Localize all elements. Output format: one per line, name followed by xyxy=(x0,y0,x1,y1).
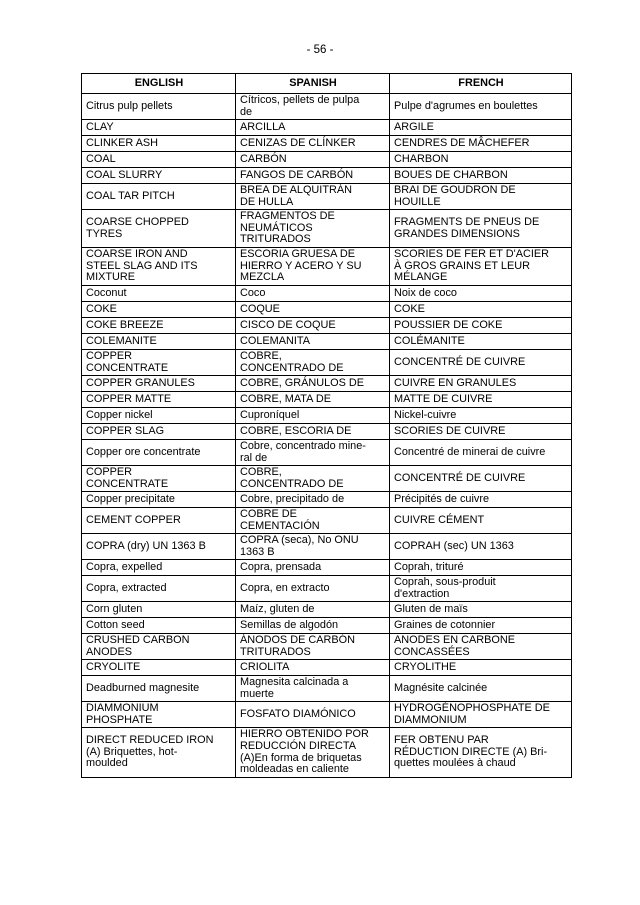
cell-spanish: COBRE, GRÁNULOS DE xyxy=(236,376,390,392)
table-row xyxy=(82,120,572,136)
cell-spanish: COBRE, MATA DE xyxy=(236,392,390,408)
cell-english: COPPER CONCENTRATE xyxy=(82,466,236,492)
cell-french: COLÉMANITE xyxy=(390,334,572,350)
cell-french: Concentré de minerai de cuivre xyxy=(390,440,572,466)
cell-spanish: ÁNODOS DE CARBÓN TRITURADOS xyxy=(236,634,390,660)
table-row xyxy=(82,286,572,302)
cell-spanish: ARCILLA xyxy=(236,120,390,136)
cell-english: COARSE CHOPPED TYRES xyxy=(82,210,236,248)
cell-spanish: CISCO DE COQUE xyxy=(236,318,390,334)
cell-spanish: HIERRO OBTENIDO POR REDUCCIÓN DIRECTA (A)En forma de briquetas moldeadas en caliente xyxy=(236,728,390,778)
table-row xyxy=(82,660,572,676)
cell-english: COLEMANITE xyxy=(82,334,236,350)
glossary-table xyxy=(81,73,572,778)
cell-english: COARSE IRON AND STEEL SLAG AND ITS MIXTURE xyxy=(82,248,236,286)
cell-french: COKE xyxy=(390,302,572,318)
cell-english: Corn gluten xyxy=(82,602,236,618)
cell-french: CUIVRE EN GRANULES xyxy=(390,376,572,392)
page-number: - 56 - xyxy=(306,44,334,56)
cell-spanish: COQUE xyxy=(236,302,390,318)
cell-english: Copper ore concentrate xyxy=(82,440,236,466)
cell-english: Copra, expelled xyxy=(82,560,236,576)
cell-french: BOUES DE CHARBON xyxy=(390,168,572,184)
table-row xyxy=(82,302,572,318)
header-spanish: SPANISH xyxy=(236,74,390,94)
table-row xyxy=(82,440,572,466)
cell-spanish: Copra, prensada xyxy=(236,560,390,576)
cell-french: ANODES EN CARBONE CONCASSÉES xyxy=(390,634,572,660)
table-row xyxy=(82,334,572,350)
cell-english: COPPER MATTE xyxy=(82,392,236,408)
cell-french: CHARBON xyxy=(390,152,572,168)
cell-spanish: FRAGMENTOS DE NEUMÁTICOS TRITURADOS xyxy=(236,210,390,248)
table-row xyxy=(82,728,572,778)
table-row xyxy=(82,136,572,152)
table-row xyxy=(82,466,572,492)
cell-english: CRYOLITE xyxy=(82,660,236,676)
cell-english: Copra, extracted xyxy=(82,576,236,602)
table-row xyxy=(82,184,572,210)
cell-spanish: Cuproníquel xyxy=(236,408,390,424)
cell-french: MATTE DE CUIVRE xyxy=(390,392,572,408)
cell-spanish: COLEMANITA xyxy=(236,334,390,350)
cell-english: Coconut xyxy=(82,286,236,302)
cell-french: BRAI DE GOUDRON DE HOUILLE xyxy=(390,184,572,210)
cell-french: COPRAH (sec) UN 1363 xyxy=(390,534,572,560)
cell-french: CONCENTRÉ DE CUIVRE xyxy=(390,466,572,492)
cell-english: CRUSHED CARBON ANODES xyxy=(82,634,236,660)
cell-french: Nickel-cuivre xyxy=(390,408,572,424)
cell-spanish: Cobre, concentrado mine- ral de xyxy=(236,440,390,466)
table-row xyxy=(82,318,572,334)
cell-french: Gluten de maïs xyxy=(390,602,572,618)
cell-spanish: COPRA (seca), No ONU 1363 B xyxy=(236,534,390,560)
cell-english: COAL xyxy=(82,152,236,168)
cell-french: FER OBTENU PAR RÉDUCTION DIRECTE (A) Bri- quettes moulées à chaud xyxy=(390,728,572,778)
cell-spanish: CENIZAS DE CLÍNKER xyxy=(236,136,390,152)
glossary-body xyxy=(82,94,572,778)
cell-spanish: Semillas de algodón xyxy=(236,618,390,634)
table-row xyxy=(82,534,572,560)
cell-spanish: FOSFATO DIAMÓNICO xyxy=(236,702,390,728)
cell-english: DIAMMONIUM PHOSPHATE xyxy=(82,702,236,728)
cell-english: COAL TAR PITCH xyxy=(82,184,236,210)
cell-spanish: COBRE, CONCENTRADO DE xyxy=(236,350,390,376)
table-row xyxy=(82,508,572,534)
cell-spanish: Maíz, gluten de xyxy=(236,602,390,618)
table-row xyxy=(82,602,572,618)
cell-english: COPPER CONCENTRATE xyxy=(82,350,236,376)
cell-spanish: COBRE, CONCENTRADO DE xyxy=(236,466,390,492)
cell-english: COPPER GRANULES xyxy=(82,376,236,392)
header-french: FRENCH xyxy=(390,74,572,94)
cell-french: FRAGMENTS DE PNEUS DE GRANDES DIMENSIONS xyxy=(390,210,572,248)
cell-english: COPPER SLAG xyxy=(82,424,236,440)
cell-english: COKE BREEZE xyxy=(82,318,236,334)
cell-english: Copper nickel xyxy=(82,408,236,424)
header-english: ENGLISH xyxy=(82,74,236,94)
cell-spanish: COBRE, ESCORIA DE xyxy=(236,424,390,440)
cell-spanish: COBRE DE CEMENTACIÓN xyxy=(236,508,390,534)
cell-french: CONCENTRÉ DE CUIVRE xyxy=(390,350,572,376)
header-row xyxy=(82,74,572,94)
table-row xyxy=(82,492,572,508)
cell-english: COPRA (dry) UN 1363 B xyxy=(82,534,236,560)
cell-french: POUSSIER DE COKE xyxy=(390,318,572,334)
table-row xyxy=(82,576,572,602)
table-row xyxy=(82,248,572,286)
cell-english: COAL SLURRY xyxy=(82,168,236,184)
cell-english: CLAY xyxy=(82,120,236,136)
cell-english: CLINKER ASH xyxy=(82,136,236,152)
cell-french: Graines de cotonnier xyxy=(390,618,572,634)
cell-english: CEMENT COPPER xyxy=(82,508,236,534)
table-row xyxy=(82,702,572,728)
cell-spanish: Cobre, precipitado de xyxy=(236,492,390,508)
cell-french: Coprah, trituré xyxy=(390,560,572,576)
table-row xyxy=(82,210,572,248)
cell-english: DIRECT REDUCED IRON (A) Briquettes, hot- moulded xyxy=(82,728,236,778)
cell-english: COKE xyxy=(82,302,236,318)
cell-spanish: CARBÓN xyxy=(236,152,390,168)
cell-english: Deadburned magnesite xyxy=(82,676,236,702)
cell-french: Coprah, sous-produit d'extraction xyxy=(390,576,572,602)
cell-french: SCORIES DE CUIVRE xyxy=(390,424,572,440)
cell-english: Cotton seed xyxy=(82,618,236,634)
table-row xyxy=(82,634,572,660)
cell-french: Pulpe d'agrumes en boulettes xyxy=(390,94,572,120)
cell-english: Copper precipitate xyxy=(82,492,236,508)
table-row xyxy=(82,94,572,120)
cell-spanish: BREA DE ALQUITRÁN DE HULLA xyxy=(236,184,390,210)
cell-french: SCORIES DE FER ET D'ACIER À GROS GRAINS ET LEUR MÉLANGE xyxy=(390,248,572,286)
cell-spanish: Coco xyxy=(236,286,390,302)
cell-french: ARGILE xyxy=(390,120,572,136)
cell-french: Magnésite calcinée xyxy=(390,676,572,702)
cell-spanish: ESCORIA GRUESA DE HIERRO Y ACERO Y SU MEZCLA xyxy=(236,248,390,286)
table-row xyxy=(82,676,572,702)
cell-french: HYDROGÉNOPHOSPHATE DE DIAMMONIUM xyxy=(390,702,572,728)
table-row xyxy=(82,408,572,424)
cell-spanish: FANGOS DE CARBÓN xyxy=(236,168,390,184)
cell-english: Citrus pulp pellets xyxy=(82,94,236,120)
cell-french: CRYOLITHE xyxy=(390,660,572,676)
table-row xyxy=(82,392,572,408)
table-row xyxy=(82,618,572,634)
cell-french: CUIVRE CÉMENT xyxy=(390,508,572,534)
cell-spanish: CRIOLITA xyxy=(236,660,390,676)
cell-spanish: Magnesita calcinada a muerte xyxy=(236,676,390,702)
cell-spanish: Cítricos, pellets de pulpa de xyxy=(236,94,390,120)
table-row xyxy=(82,376,572,392)
cell-french: Précipités de cuivre xyxy=(390,492,572,508)
table-row xyxy=(82,350,572,376)
table-row xyxy=(82,424,572,440)
table-row xyxy=(82,168,572,184)
cell-french: Noix de coco xyxy=(390,286,572,302)
table-row xyxy=(82,152,572,168)
table-row xyxy=(82,560,572,576)
cell-french: CENDRES DE MÂCHEFER xyxy=(390,136,572,152)
cell-spanish: Copra, en extracto xyxy=(236,576,390,602)
